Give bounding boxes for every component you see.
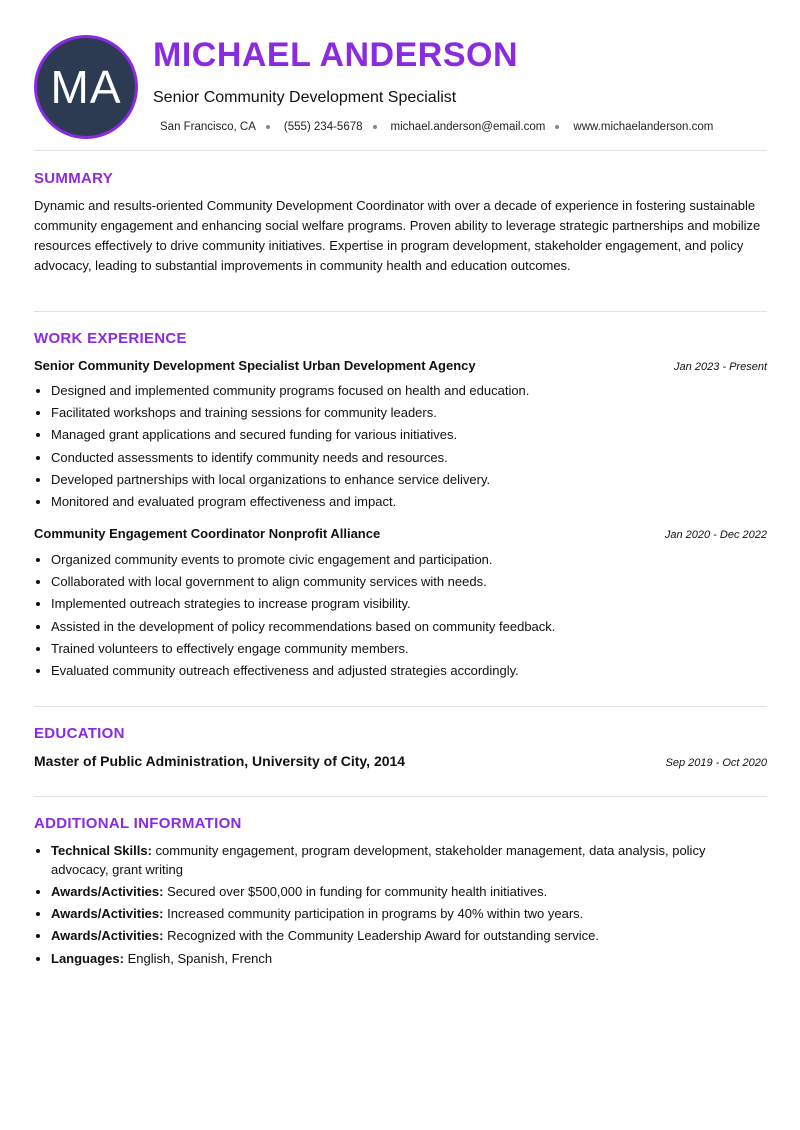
item-label: Awards/Activities: <box>51 906 164 921</box>
education-dates: Sep 2019 - Oct 2020 <box>665 757 767 769</box>
item-label: Languages: <box>51 951 124 966</box>
separator-dot-icon <box>266 125 270 129</box>
contact-phone: (555) 234-5678 <box>283 121 363 133</box>
section-divider <box>34 150 767 151</box>
list-item: • Trained volunteers to effectively engage community members. <box>51 638 767 660</box>
contact-email: michael.anderson@email.com <box>390 121 546 133</box>
list-item <box>51 926 741 945</box>
work-experience-heading: WORK EXPERIENCE <box>34 330 187 347</box>
candidate-name: MICHAEL ANDERSON <box>153 36 519 74</box>
additional-info-heading: ADDITIONAL INFORMATION <box>34 815 242 832</box>
list-item <box>51 841 741 879</box>
item-text: Secured over $500,000 in funding for community health initiatives. <box>163 884 548 899</box>
separator-dot-icon <box>373 125 377 129</box>
contact-info <box>160 121 713 133</box>
job-header <box>34 526 767 541</box>
contact-location: San Francisco, CA <box>160 121 256 133</box>
list-item: • Monitored and evaluated program effectiveness and impact. <box>51 491 767 513</box>
list-item <box>51 882 741 901</box>
item-text: Recognized with the Community Leadership Award for outstanding service. <box>163 928 599 943</box>
job-title: Community Engagement Coordinator Nonprofit Alliance <box>34 526 381 541</box>
separator-dot-icon <box>555 125 559 129</box>
education-entry <box>34 753 767 769</box>
job-dates: Jan 2020 - Dec 2022 <box>664 529 767 541</box>
job-dates: Jan 2023 - Present <box>674 361 767 373</box>
job-header <box>34 358 767 373</box>
list-item: • Managed grant applications and secured funding for various initiatives. <box>51 424 767 446</box>
additional-info-list <box>34 841 741 971</box>
item-text: Increased community participation in programs by 40% within two years. <box>163 906 584 921</box>
list-item: • Developed partnerships with local organizations to enhance service delivery. <box>51 469 767 491</box>
list-item <box>51 904 741 923</box>
avatar <box>34 35 138 139</box>
section-divider <box>34 311 767 312</box>
list-item: • Organized community events to promote civic engagement and participation. <box>51 549 767 571</box>
list-item: • Implemented outreach strategies to increase program visibility. <box>51 593 767 615</box>
item-text: English, Spanish, French <box>123 951 273 966</box>
item-label: Awards/Activities: <box>51 884 164 899</box>
education-heading: EDUCATION <box>34 725 125 742</box>
job-bullets <box>34 549 767 682</box>
avatar-initials: MA <box>50 61 122 113</box>
list-item: • Collaborated with local government to align community services with needs. <box>51 571 767 593</box>
contact-website: www.michaelanderson.com <box>573 121 714 133</box>
list-item: • Conducted assessments to identify community needs and resources. <box>51 447 767 469</box>
list-item: • Evaluated community outreach effectiveness and adjusted strategies accordingly. <box>51 660 767 682</box>
summary-text: Dynamic and results-oriented Community Development Coordinator with over a decade of experience in fostering sustainable community engagement and enhancing social welfare programs. Proven ability to leverage strategic partnerships and mobilize resources effectively to drive community initiatives. Expertise in program development, stakeholder engagement, and policy advocacy, leading to substantial improvements in community health and education outcomes. <box>34 198 761 273</box>
list-item <box>51 949 741 968</box>
candidate-headline: Senior Community Development Specialist <box>153 89 457 106</box>
list-item: • Facilitated workshops and training sessions for community leaders. <box>51 402 767 424</box>
section-divider <box>34 796 767 797</box>
item-text: community engagement, program development, stakeholder management, data analysis, policy advocacy, grant writing <box>51 843 706 877</box>
job-title: Senior Community Development Specialist Urban Development Agency <box>34 358 476 373</box>
list-item: • Assisted in the development of policy recommendations based on community feedback. <box>51 616 767 638</box>
section-divider <box>34 706 767 707</box>
job-bullets <box>34 380 767 513</box>
item-label: Technical Skills: <box>51 843 152 858</box>
summary-heading: SUMMARY <box>34 170 114 187</box>
item-label: Awards/Activities: <box>51 928 164 943</box>
list-item: • Designed and implemented community programs focused on health and education. <box>51 380 767 402</box>
education-degree: Master of Public Administration, University of City, 2014 <box>34 753 406 769</box>
